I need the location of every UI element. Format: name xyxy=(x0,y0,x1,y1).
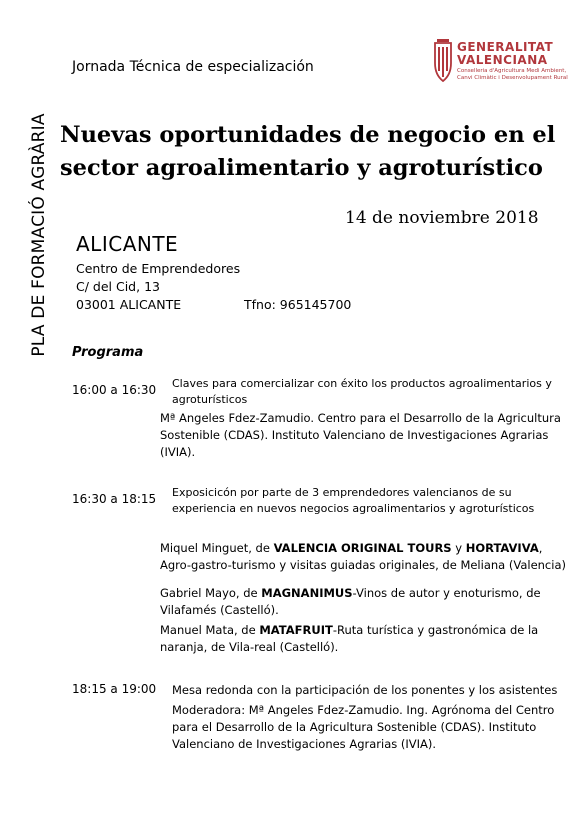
side-label-container xyxy=(26,80,52,390)
title-line-2: sector agroalimentario y agroturístico xyxy=(60,155,543,181)
entrepreneur-suffix: , xyxy=(538,541,543,555)
company-name: HORTAVIVA xyxy=(465,541,539,555)
entrepreneur-line xyxy=(160,540,566,557)
moderator-line: para el Desarrollo de la Agricultura Sostenible (CDAS). Instituto xyxy=(172,720,537,734)
session-time: 16:00 a 16:30 xyxy=(72,383,157,397)
entrepreneur-suffix: -Vinos de autor y enoturismo, de xyxy=(352,586,541,600)
entrepreneur-detail: Vilafamés (Castelló). xyxy=(160,603,279,617)
entrepreneur-line xyxy=(160,622,538,639)
session-time: 16:30 a 18:15 xyxy=(72,492,157,506)
description-line: agroturísticos xyxy=(172,393,248,406)
entrepreneur-entry xyxy=(160,585,541,619)
shield-icon xyxy=(433,39,453,83)
entrepreneur-detail: Agro-gastro-turismo y visitas guiadas originales, de Meliana (Valencia) xyxy=(160,558,566,572)
session-description: Mesa redonda con la participación de los ponentes y los asistentes xyxy=(172,683,558,697)
session-time: 18:15 a 19:00 xyxy=(72,682,157,696)
entrepreneur-line xyxy=(160,585,541,602)
company-name: MAGNANIMUS xyxy=(261,586,353,600)
moderator-line: Valenciano de Investigaciones Agrarias (IVIA). xyxy=(172,737,437,751)
programa-heading: Programa xyxy=(72,345,144,360)
event-type: Jornada Técnica de especialización xyxy=(72,59,314,75)
entrepreneur-entry xyxy=(160,540,566,574)
entrepreneur-entry xyxy=(160,622,538,656)
title-line-1: Nuevas oportunidades de negocio en el xyxy=(60,122,556,148)
session-speaker xyxy=(160,410,561,461)
moderator-info xyxy=(172,702,554,753)
speaker-line: Sostenible (CDAS). Instituto Valenciano de Investigaciones Agrarias xyxy=(160,428,549,442)
speaker-line: Mª Angeles Fdez-Zamudio. Centro para el Desarrollo de la Agricultura xyxy=(160,411,561,425)
entrepreneur-name: Gabriel Mayo, de xyxy=(160,586,262,600)
entrepreneur-suffix: -Ruta turística y gastronómica de la xyxy=(332,623,539,637)
logo-name-line1: GENERALITAT xyxy=(457,40,554,54)
location-street: C/ del Cid, 13 xyxy=(76,279,160,294)
speaker-line: (IVIA). xyxy=(160,445,196,459)
moderator-line: Moderadora: Mª Angeles Fdez-Zamudio. Ing. Agrónoma del Centro xyxy=(172,703,555,717)
entrepreneur-name: Manuel Mata, de xyxy=(160,623,260,637)
connector-text: y xyxy=(451,541,466,555)
generalitat-logo xyxy=(431,37,571,103)
company-name: MATAFRUIT xyxy=(259,623,333,637)
location-phone: Tfno: 965145700 xyxy=(244,297,352,312)
side-label: PLA DE FORMACIÓ AGRÀRIA xyxy=(29,113,49,357)
description-line: Claves para comercializar con éxito los productos agroalimentarios y xyxy=(172,377,552,390)
logo-name-line2: VALENCIANA xyxy=(457,53,548,67)
event-title xyxy=(60,119,580,185)
location-venue: Centro de Emprendedores xyxy=(76,261,241,276)
logo-conselleria: Conselleria d'Agricultura Medi Ambient, Canvi Climàtic i Desenvolupament Rural xyxy=(457,68,568,81)
description-line: experiencia en nuevos negocios agroalimentarios y agroturísticos xyxy=(172,502,535,515)
company-name: VALENCIA ORIGINAL TOURS xyxy=(273,541,452,555)
session-description xyxy=(172,485,534,517)
entrepreneur-name: Miquel Minguet, de xyxy=(160,541,274,555)
description-line: Exposicicón por parte de 3 emprendedores valencianos de su xyxy=(172,486,512,499)
location-city: ALICANTE xyxy=(76,232,179,256)
location-postal: 03001 ALICANTE xyxy=(76,297,182,312)
session-description xyxy=(172,376,552,408)
entrepreneur-detail: naranja, de Vila-real (Castelló). xyxy=(160,640,339,654)
event-date: 14 de noviembre 2018 xyxy=(345,208,539,228)
